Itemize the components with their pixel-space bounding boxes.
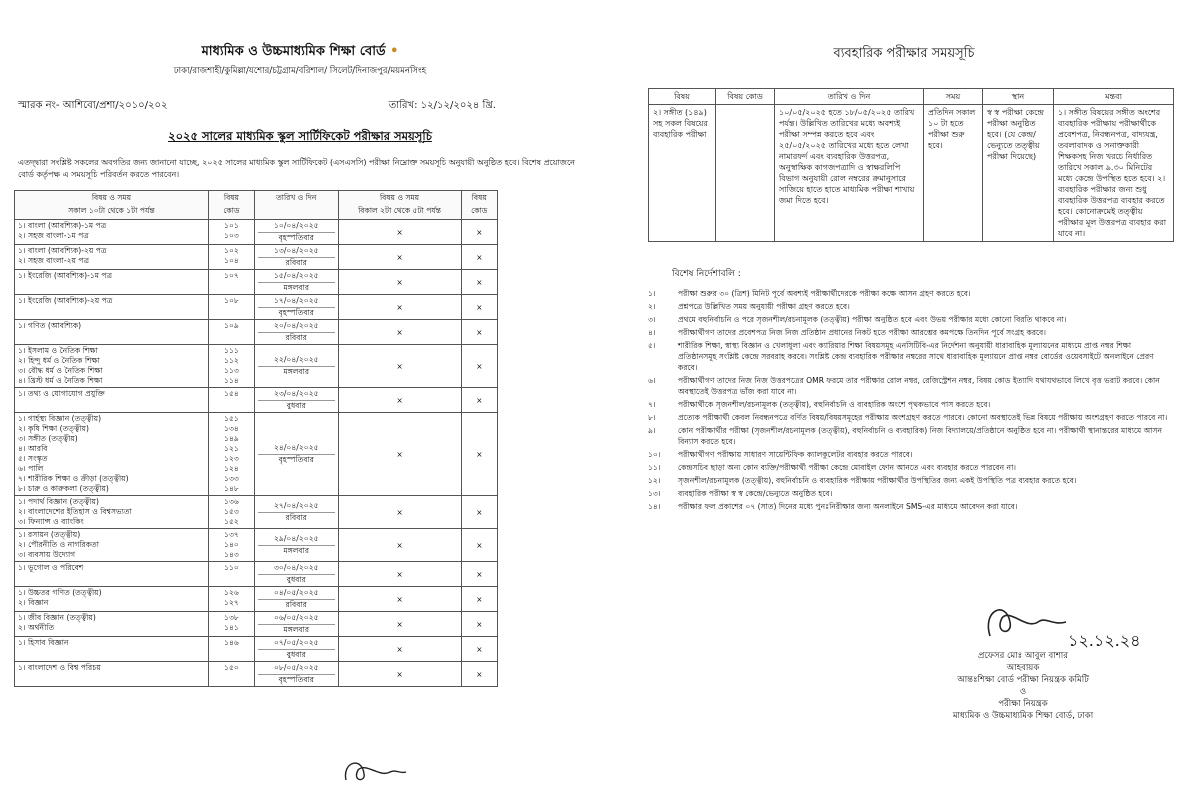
- pm-code-cell: ×: [461, 413, 497, 496]
- subject-cell: [15, 388, 209, 413]
- subject-code: ১৫৪: [224, 389, 239, 398]
- pm-code-cell: ×: [461, 562, 497, 587]
- table-row: [15, 496, 498, 529]
- subject-code: ১০৭: [224, 271, 239, 280]
- code-cell: [208, 345, 254, 388]
- subject-name: ১। পদার্থ বিজ্ঞান (তত্ত্বীয়): [18, 497, 99, 506]
- prac-venue: স্ব স্ব পরীক্ষা কেন্দ্রে পরীক্ষা অনুষ্ঠিত হবে। (যে কেন্দ্র/ ভেন্যুতে তত্ত্বীয় পরীক্ষা দিয়েছে): [983, 105, 1054, 242]
- note-item: [648, 449, 1168, 460]
- subject-cell: [15, 662, 209, 687]
- subject-code: ১০৪: [224, 256, 239, 265]
- subject-code: ১২১: [224, 444, 239, 453]
- code-cell: [208, 413, 254, 496]
- subject-name: ২। অর্থনীতি: [18, 623, 55, 632]
- subject-code: ১৪১: [224, 623, 239, 632]
- pm-subject-cell: ×: [338, 345, 461, 388]
- pm-subject-cell: ×: [338, 320, 461, 345]
- subject-code: ১২৪: [224, 464, 239, 473]
- subject-name: ২। কৃষি শিক্ষা (তত্ত্বীয়): [18, 424, 89, 433]
- note-item: [648, 288, 1168, 299]
- subject-name: ১। বাংলা (আবশ্যিক)-১ম পত্র: [18, 221, 107, 230]
- date-cell: [254, 587, 338, 612]
- pm-subject-cell: ×: [338, 587, 461, 612]
- pm-code-cell: ×: [461, 295, 497, 320]
- pm-subject-cell: ×: [338, 245, 461, 270]
- exam-date: ১৭/০৪/২০২৫: [273, 296, 319, 305]
- subject-name: ৩। ব্যবসায় উদ্যোগ: [18, 550, 76, 559]
- subject-name: ১। গণিত (আবশ্যিক): [18, 321, 82, 330]
- note-text: পরীক্ষার্থীগণ তাদের প্রবেশপত্র নিজ নিজ প্রতিষ্ঠান প্রধানের নিকট হতে পরীক্ষা আরম্ভের কমপক্ষে তিনদিন পূর্বে সংগ্রহ করবে।: [678, 328, 1047, 337]
- intro-paragraph: এতদ্দ্বারা সংশ্লিষ্ট সকলের অবগতির জন্য জানানো যাচ্ছে, ২০২৫ সালের মাধ্যমিক স্কুল সার্টিফিকেট (এসএসসি) পরীক্ষা নিম্নোক্ত সময়সূচি অনুযায়ী অনুষ্ঠিত হবে। বিশেষ প্রয়োজনে বোর্ড কর্তৃপক্ষ এ সময়সূচি পরিবর্তন করতে পারবেন।: [18, 158, 575, 179]
- date-cell: [254, 637, 338, 662]
- table-row: [15, 612, 498, 637]
- subject-name: ১। হিসাব বিজ্ঞান: [18, 638, 69, 647]
- pm-code-cell: ×: [461, 220, 497, 245]
- subject-code: ১০৯: [224, 321, 239, 330]
- code-cell: [208, 270, 254, 295]
- table-row: [15, 220, 498, 245]
- subject-code: ১৫১: [224, 414, 239, 423]
- subject-cell: [15, 245, 209, 270]
- subject-code: ১৫৩: [224, 507, 239, 516]
- date-cell: [254, 662, 338, 687]
- pm-subject-cell: ×: [338, 612, 461, 637]
- code-cell: [208, 320, 254, 345]
- pm-code-cell: ×: [461, 529, 497, 562]
- exam-date: ০৮/০৫/২০২৫: [273, 663, 319, 672]
- pm-subject-cell: ×: [338, 637, 461, 662]
- subject-name: ১। ইসলাম ও নৈতিক শিক্ষা: [18, 346, 98, 355]
- date-cell: [254, 270, 338, 295]
- notes-heading: বিশেষ নির্দেশাবলি :: [672, 269, 741, 279]
- note-text: পরীক্ষা শুরুর ৩০ (ত্রিশ) মিনিট পূর্বে অবশ্যই পরীক্ষার্থীদেরকে পরীক্ষা কক্ষে আসন গ্রহণ করতে হবে।: [678, 289, 971, 298]
- subject-code: ১০৩: [224, 231, 239, 240]
- practical-schedule-table: [648, 88, 1174, 242]
- signatory-name: প্রফেসর মোঃ আবুল বাশার: [978, 651, 1068, 661]
- exam-date: ১০/০৪/২০২৫: [273, 221, 319, 230]
- prac-code: [716, 105, 775, 242]
- subject-name: ১। রসায়ন (তত্ত্বীয়): [18, 530, 81, 539]
- prac-header-time: সময়: [924, 89, 983, 105]
- code-cell: [208, 562, 254, 587]
- exam-date: ২৪/০৪/২০২৫: [273, 443, 319, 452]
- table-row: [15, 345, 498, 388]
- pm-code-cell: ×: [461, 496, 497, 529]
- subject-name: ১। ইংরেজি (আবশ্যিক)-২য় পত্র: [18, 296, 113, 305]
- exam-day: বুধবার: [258, 400, 335, 411]
- note-item: [648, 327, 1168, 338]
- note-text: শারীরিক শিক্ষা, স্বাস্থ্য বিজ্ঞান ও খেলাধুলা এবং ক্যারিয়ার শিক্ষা বিষয়সমূহ এনসিটিবি-এর নির্দেশনা অনুযায়ী ধারাবাহিক মূল্যায়নের মাধ্যমে প্রাপ্ত নম্বর শিক্ষা প্রতিষ্ঠানসমূহ সংশ্লিষ্ট কেন্দ্রে সরবরাহ করবে। সংশ্লিষ্ট কেন্দ্র ব্যবহারিক পরীক্ষার নম্বরের সাথে ধারাবাহিক মূল্যায়নে প্রাপ্ত নম্বর বোর্ডের ওয়েবসাইটে অনলাইনে প্রেরণ করবে।: [678, 341, 1154, 372]
- subject-cell: [15, 587, 209, 612]
- memo-date: তারিখ: ১২/১২/২০২৪ খ্রি.: [388, 100, 496, 111]
- table-row: [15, 562, 498, 587]
- subject-code: ১৪০: [224, 540, 239, 549]
- date-cell: [254, 220, 338, 245]
- table-row: [15, 270, 498, 295]
- prac-header-venue: স্থান: [983, 89, 1054, 105]
- exam-day: রবিবার: [258, 257, 335, 268]
- subject-name: ৫। সংস্কৃত: [18, 454, 48, 463]
- signatory-title: পরীক্ষা নিয়ন্ত্রক: [998, 699, 1048, 709]
- code-cell: [208, 295, 254, 320]
- table-header-row: [15, 191, 498, 220]
- exam-date: ১৫/০৪/২০২৫: [273, 271, 319, 280]
- subject-name: ১। তথ্য ও যোগাযোগ প্রযুক্তি: [18, 389, 105, 398]
- table-row: [15, 388, 498, 413]
- table-row: [15, 295, 498, 320]
- note-item: [648, 425, 1168, 447]
- subject-name: ১। জীব বিজ্ঞান (তত্ত্বীয়): [18, 613, 96, 622]
- pm-code-cell: ×: [461, 612, 497, 637]
- pm-code-cell: ×: [461, 662, 497, 687]
- note-item: [648, 475, 1168, 486]
- date-cell: [254, 562, 338, 587]
- subject-code: ১৫০: [224, 663, 239, 672]
- signatory-role: আহবায়ক: [1006, 663, 1040, 673]
- date-cell: [254, 388, 338, 413]
- note-number: ১১।: [648, 463, 661, 472]
- exam-day: মঙ্গলবার: [258, 282, 335, 293]
- note-item: [648, 340, 1168, 373]
- right-page: [608, 0, 1200, 800]
- subject-cell: [15, 295, 209, 320]
- subject-code: ১২৭: [224, 598, 239, 607]
- exam-day: রবিবার: [258, 599, 335, 610]
- exam-date: ৩০/০৪/২০২৫: [273, 563, 319, 572]
- prac-header-date: তারিখ ও দিন: [775, 89, 924, 105]
- exam-day: মঙ্গলবার: [258, 624, 335, 635]
- note-number: ১৩।: [648, 489, 661, 498]
- subject-name: ১। গার্হস্থ্য বিজ্ঞান (তত্ত্বীয়): [18, 414, 102, 423]
- pm-subject-cell: ×: [338, 662, 461, 687]
- note-text: প্রত্যেক পরীক্ষার্থী কেবল নিবন্ধনপত্রে বর্ণিত বিষয়/বিষয়সমূহের পরীক্ষায় অংশগ্রহণ করতে পারবে। কোনো অবস্থাতেই ভিন্ন বিষয়ে পরীক্ষায় অংশগ্রহণ করতে পারবে না।: [678, 413, 1168, 422]
- exam-date: ২০/০৪/২০২৫: [273, 321, 319, 330]
- subject-code: ১১৪: [224, 376, 239, 385]
- subject-code: ১২৩: [224, 454, 239, 463]
- code-cell: [208, 496, 254, 529]
- subject-code: ১৫২: [224, 517, 239, 526]
- note-text: কোন পরীক্ষার্থীর পরীক্ষা (সৃজনশীল/রচনামূলক (তত্ত্বীয়), বহুনির্বাচনি ও ব্যবহারিক) নিজ বিদ্যালয়ে/প্রতিষ্ঠানে অনুষ্ঠিত হবে না। পরীক্ষার্থী স্থানান্তরের মাধ্যমে আসন বিন্যাস করতে হবে।: [678, 426, 1163, 446]
- exam-date: ১৩/০৪/২০২৫: [273, 246, 319, 255]
- table-header-row: [649, 89, 1174, 105]
- notes-list: [648, 288, 1168, 514]
- subject-name: ১। ভূগোল ও পরিবেশ: [18, 563, 84, 572]
- table-row: [15, 662, 498, 687]
- exam-day: মঙ্গলবার: [258, 366, 335, 377]
- subject-name: ২। বাংলাদেশের ইতিহাস ও বিশ্বসভ্যতা: [18, 507, 132, 516]
- subject-cell: [15, 496, 209, 529]
- code-cell: [208, 587, 254, 612]
- note-item: [648, 501, 1168, 512]
- subject-cell: [15, 637, 209, 662]
- date-cell: [254, 345, 338, 388]
- header-subject-pm: বিষয় ও সময় বিকাল ২টা থেকে ৫টা পর্যন্ত: [338, 191, 461, 220]
- boards-list: ঢাকা/রাজশাহী/কুমিল্লা/যশোর/চট্টগ্রাম/বরিশাল/ সিলেট/দিনাজপুর/ময়মনসিংহ: [173, 66, 427, 76]
- note-text: পরীক্ষার্থীকে সৃজনশীল/রচনামূলক (তত্ত্বীয়), বহুনির্বাচনি ও ব্যবহারিক অংশে পৃথকভাবে পাস করতে হবে।: [678, 400, 991, 409]
- code-cell: [208, 388, 254, 413]
- signatory-committee: আন্তঃশিক্ষা বোর্ড পরীক্ষা নিয়ন্ত্রক কমিটি: [957, 675, 1089, 685]
- exam-day: মঙ্গলবার: [258, 545, 335, 556]
- exam-day: বুধবার: [258, 649, 335, 660]
- pm-subject-cell: ×: [338, 388, 461, 413]
- date-cell: [254, 529, 338, 562]
- table-row: [15, 587, 498, 612]
- subject-cell: [15, 220, 209, 245]
- header-code-pm: বিষয় কোড: [461, 191, 497, 220]
- exam-date: ২৭/০৪/২০২৫: [273, 501, 319, 510]
- subject-code: ১৩৮: [224, 613, 239, 622]
- pm-subject-cell: ×: [338, 220, 461, 245]
- date-cell: [254, 245, 338, 270]
- subject-name: ৮। চারু ও কারুকলা (তত্ত্বীয়): [18, 484, 109, 493]
- practical-title: ব্যবহারিক পরীক্ষার সময়সূচি: [833, 46, 975, 61]
- exam-date: ২৯/০৪/২০২৫: [273, 534, 319, 543]
- note-item: [648, 412, 1168, 423]
- subject-name: ২। পৌরনীতি ও নাগরিকতা: [18, 540, 99, 549]
- table-row: [15, 320, 498, 345]
- subject-code: ১০১: [224, 221, 239, 230]
- date-cell: [254, 496, 338, 529]
- exam-date: ০৭/০৫/২০২৫: [273, 638, 319, 647]
- subject-name: ১। ইংরেজি (আবশ্যিক)-১ম পত্র: [18, 271, 113, 280]
- subject-code: ১৪৬: [224, 638, 239, 647]
- subject-name: ৬। পালি: [18, 464, 44, 473]
- subject-code: ১৪৩: [224, 550, 239, 559]
- note-number: ১।: [648, 289, 656, 298]
- date-cell: [254, 612, 338, 637]
- note-text: পরীক্ষার্থীগণ পরীক্ষায় সাধারণ সায়েন্টিফিক ক্যালকুলেটর ব্যবহার করতে পারবে।: [678, 450, 913, 459]
- note-item: [648, 375, 1168, 397]
- note-number: ২।: [648, 302, 656, 311]
- date-cell: [254, 413, 338, 496]
- exam-day: বৃহস্পতিবার: [258, 454, 335, 465]
- exam-day: বৃহস্পতিবার: [258, 674, 335, 685]
- subject-name: ২। সহজ বাংলা-২য় পত্র: [18, 256, 90, 265]
- note-item: [648, 301, 1168, 312]
- exam-day: রবিবার: [258, 332, 335, 343]
- subject-name: ১। বাংলাদেশ ও বিশ্ব পরিচয়: [18, 663, 101, 672]
- exam-date: ২২/০৪/২০২৫: [273, 355, 319, 364]
- subject-code: ১৩৪: [224, 424, 239, 433]
- note-number: ৩।: [648, 315, 656, 324]
- subject-name: ২। বিজ্ঞান: [18, 598, 49, 607]
- subject-code: ১১৩: [224, 366, 239, 375]
- subject-code: ১৪৮: [224, 484, 239, 493]
- note-item: [648, 462, 1168, 473]
- prac-header-subject: বিষয়: [649, 89, 716, 105]
- exam-day: বৃহস্পতিবার: [258, 307, 335, 318]
- prac-header-remarks: মন্তব্য: [1054, 89, 1174, 105]
- pm-subject-cell: ×: [338, 413, 461, 496]
- subject-cell: [15, 562, 209, 587]
- header-subject-am: বিষয় ও সময় সকাল ১০টা থেকে ১টা পর্যন্ত: [15, 191, 209, 220]
- subject-cell: [15, 529, 209, 562]
- table-body: [15, 220, 498, 687]
- board-name: মাধ্যমিক ও উচ্চমাধ্যমিক শিক্ষা বোর্ড •: [201, 44, 399, 59]
- note-text: প্রশ্নপত্রে উল্লিখিত সময় অনুযায়ী পরীক্ষা গ্রহণ করতে হবে।: [678, 302, 850, 311]
- table-row: [15, 637, 498, 662]
- subject-code: ১৩৬: [224, 497, 239, 506]
- pm-subject-cell: ×: [338, 270, 461, 295]
- note-text: সৃজনশীল/রচনামূলক (তত্ত্বীয়), বহুনির্বাচনি ও ব্যবহারিক পরীক্ষায় পরীক্ষার্থীর উপস্থিতির জন্য একই উপস্থিতি পত্র ব্যবহার করতে হবে।: [678, 476, 1077, 485]
- subject-cell: [15, 413, 209, 496]
- subject-code: ১০৮: [224, 296, 239, 305]
- date-cell: [254, 295, 338, 320]
- subject-name: ১। উচ্চতর গণিত (তত্ত্বীয়): [18, 588, 102, 597]
- code-cell: [208, 529, 254, 562]
- note-item: [648, 399, 1168, 410]
- subject-cell: [15, 320, 209, 345]
- prac-header-code: বিষয় কোড: [716, 89, 775, 105]
- date-cell: [254, 320, 338, 345]
- exam-date: ০৪/০৫/২০২৫: [273, 588, 319, 597]
- subject-name: ২। হিন্দু ধর্ম ও নৈতিক শিক্ষা: [18, 356, 100, 365]
- pm-subject-cell: ×: [338, 562, 461, 587]
- exam-date: ০৬/০৫/২০২৫: [273, 613, 319, 622]
- note-text: পরীক্ষার ফল প্রকাশের ০৭ (সাত) দিনের মধ্যে পুনঃনিরীক্ষার জন্য অনলাইনে SMS-এর মাধ্যমে আবেদন করা যাবে।: [678, 502, 1018, 511]
- code-cell: [208, 220, 254, 245]
- table-row: [649, 105, 1174, 242]
- note-text: ব্যবহারিক পরীক্ষা স্ব স্ব কেন্দ্রে/ভেন্যুতে অনুষ্ঠিত হবে।: [678, 489, 833, 498]
- subject-name: ২। সহজ বাংলা-১ম পত্র: [18, 231, 89, 240]
- pm-subject-cell: ×: [338, 295, 461, 320]
- table-row: [15, 413, 498, 496]
- subject-name: ১। বাংলা (আবশ্যিক)-২য় পত্র: [18, 246, 107, 255]
- subject-cell: [15, 270, 209, 295]
- pm-code-cell: ×: [461, 245, 497, 270]
- memo-number: স্মারক নং- আশিবো/প্রশা/২০১০/২০২: [18, 100, 168, 111]
- table-row: [15, 245, 498, 270]
- subject-cell: [15, 345, 209, 388]
- code-cell: [208, 662, 254, 687]
- subject-code: ১১০: [224, 563, 239, 572]
- signatory-block: [908, 650, 1138, 722]
- subject-name: ৩। ফিন্যান্স ও ব্যাংকিং: [18, 517, 84, 526]
- signature-left: [340, 752, 410, 788]
- signature-right: [980, 596, 1070, 644]
- note-number: ১০।: [648, 450, 661, 459]
- subject-name: ৪। আরবি: [18, 444, 48, 453]
- pm-code-cell: ×: [461, 320, 497, 345]
- prac-time: প্রতিদিন সকাল ১০ টা হতে পরীক্ষা শুরু হবে।: [924, 105, 983, 242]
- note-text: কেন্দ্রসচিব ছাড়া অন্য কোন ব্যক্তি/পরীক্ষার্থী পরীক্ষা কেন্দ্রে মোবাইল ফোন আনতে এবং ব্যবহার করতে পারবেন না।: [678, 463, 1017, 472]
- exam-day: বুধবার: [258, 574, 335, 585]
- table-row: [15, 529, 498, 562]
- note-number: ৬।: [648, 376, 656, 385]
- note-number: ১৪।: [648, 502, 661, 511]
- subject-name: ৩। বৌদ্ধ ধর্ম ও নৈতিক শিক্ষা: [18, 366, 103, 375]
- subject-code: ১২৬: [224, 588, 239, 597]
- note-item: [648, 314, 1168, 325]
- note-number: ৭।: [648, 400, 656, 409]
- header-code: বিষয় কোড: [208, 191, 254, 220]
- note-item: [648, 488, 1168, 499]
- note-text: পরীক্ষার্থীগণ তাদের নিজ নিজ উত্তরপত্রের OMR ফরমে তার পরীক্ষার রোল নম্বর, রেজিস্ট্রেশন নম্বর, বিষয় কোড ইত্যাদি যথাযথভাবে লিখে বৃত্ত ভরাট করবে। কোন অবস্থাতেই উত্তরপত্র ভাঁজ করা যাবে না।: [678, 376, 1160, 396]
- note-number: ৯।: [648, 426, 656, 435]
- pm-code-cell: ×: [461, 587, 497, 612]
- subject-code: ১১১: [224, 346, 239, 355]
- code-cell: [208, 245, 254, 270]
- note-number: ৫।: [648, 341, 656, 350]
- theory-schedule-table: [14, 190, 498, 687]
- pm-subject-cell: ×: [338, 529, 461, 562]
- exam-day: বৃহস্পতিবার: [258, 232, 335, 243]
- prac-subject: ২। সঙ্গীত (১৪৯) সহ সকল বিষয়ের ব্যবহারিক পরীক্ষা: [649, 105, 716, 242]
- exam-date: ২৩/০৪/২০২৫: [273, 389, 319, 398]
- note-text: প্রথমে বহুনির্বাচনি ও পরে সৃজনশীল/রচনামূলক (তত্ত্বীয়) পরীক্ষা অনুষ্ঠিত হবে এবং উভয় পরীক্ষার মধ্যে কোনো বিরতি থাকবে না।: [678, 315, 1067, 324]
- exam-day: রবিবার: [258, 512, 335, 523]
- note-number: ১২।: [648, 476, 661, 485]
- code-cell: [208, 637, 254, 662]
- prac-date-day: ১০/০৫/২০২৫ হতে ১৮/০৫/২০২৫ তারিখ পর্যন্ত। উল্লিখিত তারিখের মধ্যে অবশ্যই পরীক্ষা সম্পন্ন করতে হবে এবং ২৫/০৫/২০২৫ তারিখের মধ্যে হতে লেখা নামারফর্দ এবং ব্যবহারিক উত্তরপত্র, অনুস্বাক্ষিক কাগজপত্রাদি ও স্বাক্ষরলিপি বিভাগ অনুযায়ী রোল নম্বরের ক্রমানুসারে সাজিয়ে হাতে হাতে মাধ্যমিক পরীক্ষা শাখায় জমা দিতে হবে।: [775, 105, 924, 242]
- subject-name: ৭। শারীরিক শিক্ষা ও ক্রীড়া (তত্ত্বীয়): [18, 474, 129, 483]
- header-date-day: তারিখ ও দিন: [254, 191, 338, 220]
- pm-code-cell: ×: [461, 345, 497, 388]
- subject-name: ৩। সঙ্গীত (তত্ত্বীয়): [18, 434, 78, 443]
- schedule-title: ২০২৫ সালের মাধ্যমিক স্কুল সার্টিফিকেট পরীক্ষার সময়সূচি: [168, 129, 432, 143]
- subject-cell: [15, 612, 209, 637]
- signatory-and: ও: [1019, 687, 1027, 697]
- subject-code: ১০২: [224, 246, 239, 255]
- subject-code: ১৪৯: [224, 434, 239, 443]
- prac-remarks: ১। সঙ্গীত বিষয়ের সঙ্গীত অংশের ব্যবহারিক পরীক্ষায় পরীক্ষার্থীকে প্রবেশপত্র, নিবন্ধনপত্র, বাদ্যযন্ত্র, তবলাবাদক ও সনাক্তকারী শিক্ষকসহ নিজ খরচে নির্ধারিত তারিখে সকাল ৯.৩০ মিনিটের মধ্যে কেন্দ্রে উপস্থিত হতে হবে। ২। ব্যবহারিক পরীক্ষার জন্য শুধু ব্যবহারিক উত্তরপত্র ব্যবহার করতে হবে। কোনোক্রমেই তত্ত্বীয় পরীক্ষার মূল উত্তরপত্র ব্যবহার করা যাবে না।: [1054, 105, 1174, 242]
- pm-code-cell: ×: [461, 637, 497, 662]
- note-number: ৮।: [648, 413, 656, 422]
- pm-code-cell: ×: [461, 388, 497, 413]
- signature-date: ১২.১২.২৪: [1068, 631, 1141, 650]
- signatory-board: মাধ্যমিক ও উচ্চমাধ্যমিক শিক্ষা বোর্ড, ঢাকা: [952, 711, 1094, 721]
- pm-code-cell: ×: [461, 270, 497, 295]
- subject-code: ১১২: [224, 356, 239, 365]
- code-cell: [208, 612, 254, 637]
- note-number: ৪।: [648, 328, 656, 337]
- subject-code: ১৩৭: [224, 530, 239, 539]
- subject-name: ৪। খ্রিস্ট ধর্ম ও নৈতিক শিক্ষা: [18, 376, 103, 385]
- pm-subject-cell: ×: [338, 496, 461, 529]
- subject-code: ১৩৩: [224, 474, 239, 483]
